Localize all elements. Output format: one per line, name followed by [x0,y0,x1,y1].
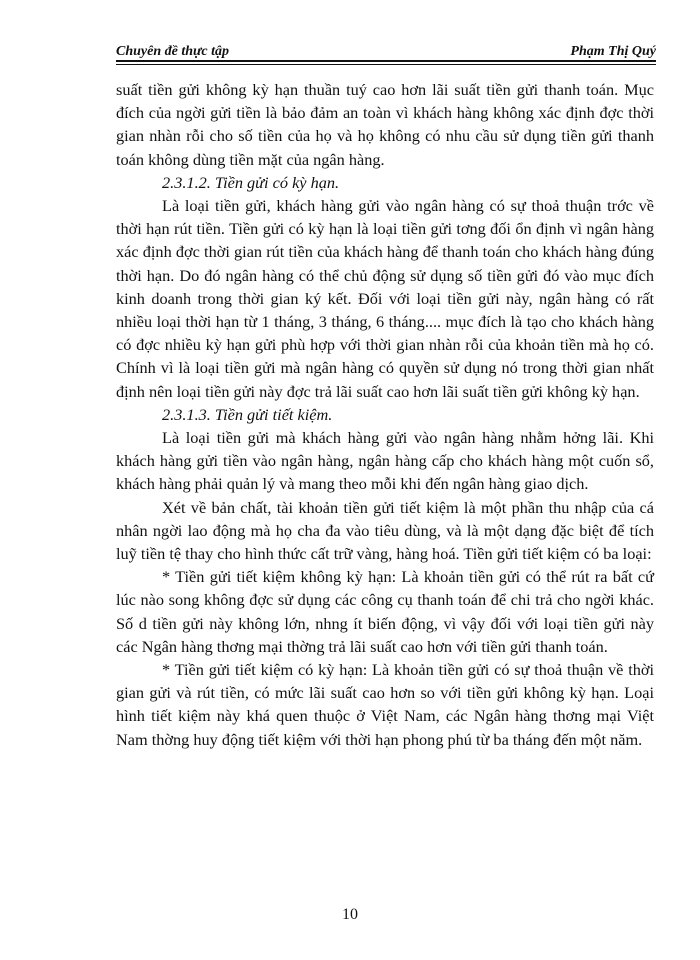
header-title: Chuyên đề thực tập [116,44,230,59]
page-number: 10 [342,906,358,923]
paragraph-savings-nature: Xét về bản chất, tài khoản tiền gửi tiết kiệm là một phần thu nhập của cá nhân ngời lao động mà họ cha đa vào tiêu dùng, và là một dạng đặc biệt để tích luỹ tiền tệ thay cho hình thức cất trữ vàng, hàng hoá. Tiền gửi tiết kiệm có ba loại: [116,497,654,564]
section-heading-2-3-1-3: 2.3.1.3. Tiền gửi tiết kiệm. [162,404,333,424]
header-rule-thick [116,60,656,62]
paragraph-term-deposit: Là loại tiền gửi, khách hàng gửi vào ngân hàng có sự thoả thuận trớc về thời hạn rút tiền. Tiền gửi có kỳ hạn là loại tiền gửi tơng đối ổn định vì ngân hàng xác định đợc thời gian rút tiền của khách hàng để thanh toán cho khách hàng đúng thời hạn. Do đó ngân hàng có thể chủ động sử dụng số tiền gửi đó vào mục đích kinh doanh trong thời gian ký kết. Đối với loại tiền gửi này, ngân hàng có rất nhiều loại thời hạn từ 1 tháng, 3 tháng, 6 tháng.... mục đích là tạo cho khách hàng có đợc nhiều kỳ hạn gửi phù hợp với thời gian nhàn rỗi của khoản tiền mà họ có. Chính vì là loại tiền gửi mà ngân hàng có quyền sử dụng nó trong thời gian nhất định nên loại tiền gửi này đợc trả lãi suất cao hơn lãi suất tiền gửi không kỳ hạn. [116,196,654,401]
page-header [116,42,656,66]
paragraph-continuation: suất tiền gửi không kỳ hạn thuần tuý cao hơn lãi suất tiền gửi thanh toán. Mục đích của ngời gửi tiền là bảo đảm an toàn vì khách hàng không xác định đợc thời gian nhàn rỗi cho số tiền của họ và họ không có nhu cầu sử dụng tiền gửi thanh toán không dùng tiền mặt của ngân hàng. [116,80,654,169]
section-heading-2-3-1-2: 2.3.1.2. Tiền gửi có kỳ hạn. [162,172,340,192]
paragraph-savings-deposit: Là loại tiền gửi mà khách hàng gửi vào ngân hàng nhằm hởng lãi. Khi khách hàng gửi tiền vào ngân hàng, ngân hàng cấp cho khách hàng một cuốn sổ, khách hàng phải quản lý và mang theo mỗi khi đến ngân hàng giao dịch. [116,428,654,494]
header-rule-thin [116,64,656,65]
document-body [116,78,654,751]
header-author: Phạm Thị Quý [570,44,656,59]
bullet-savings-demand: * Tiền gửi tiết kiệm không kỳ hạn: Là khoản tiền gửi có thể rút ra bất cứ lúc nào song không đợc sử dụng các công cụ thanh toán để chi trả cho ngời khác. Số d tiền gửi này không lớn, nhng ít biến động, vì vậy đối với loại tiền gửi này các Ngân hàng thơng mại thờng trả lãi suất cao hơn với tiền gửi thanh toán. [116,567,654,656]
bullet-savings-term: * Tiền gửi tiết kiệm có kỳ hạn: Là khoản tiền gửi có sự thoả thuận về thời gian gửi và rút tiền, có mức lãi suất cao hơn so với tiền gửi không kỳ hạn. Loại hình tiết kiệm này khá quen thuộc ở Việt Nam, các Ngân hàng thơng mại Việt Nam thờng huy động tiết kiệm với thời hạn phong phú từ ba tháng đến một năm. [116,660,654,749]
